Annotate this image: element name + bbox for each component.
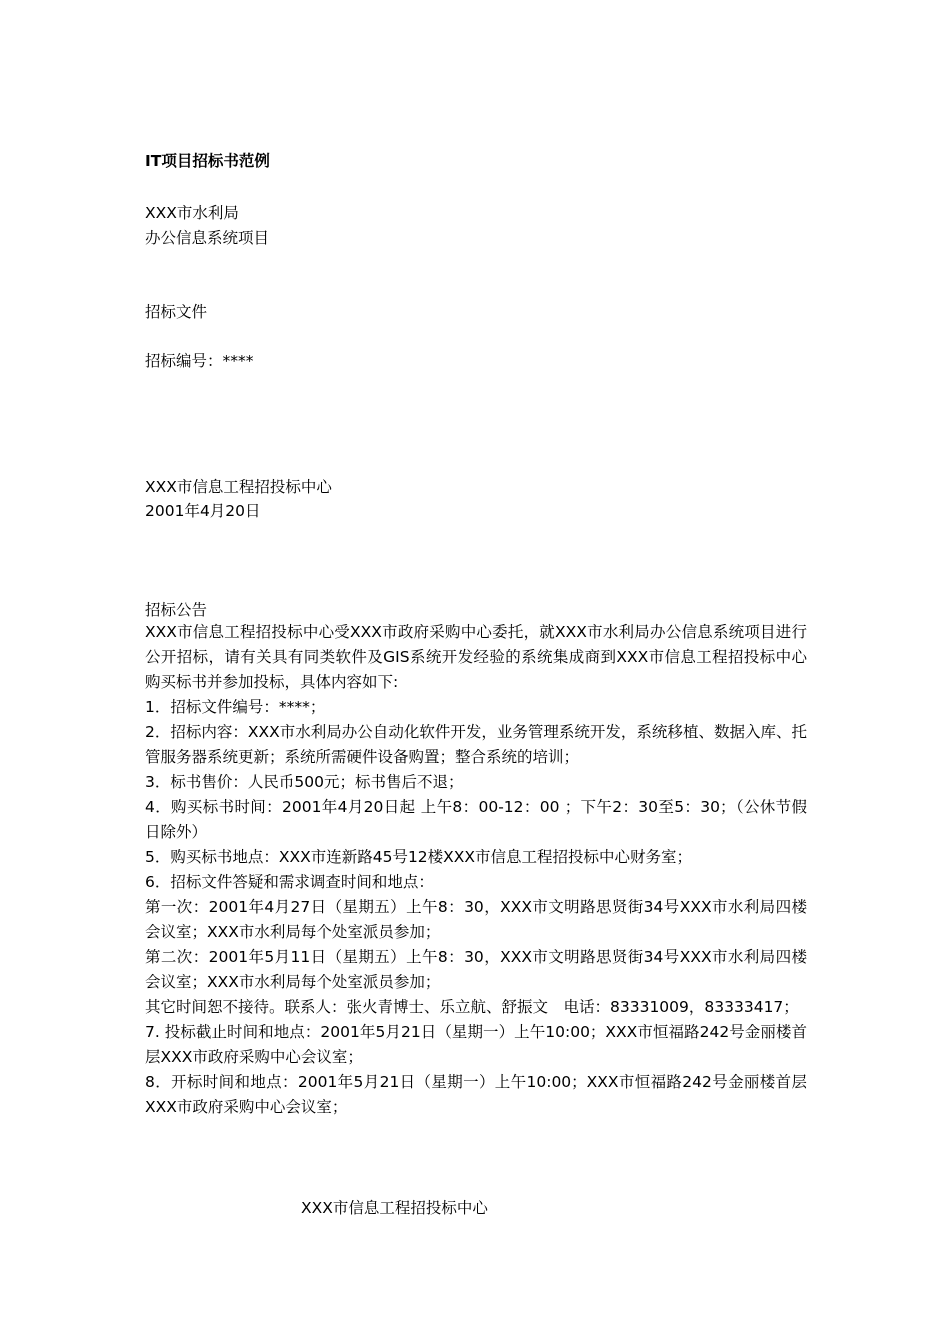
notice-intro: XXX市信息工程招投标中心受XXX市政府采购中心委托，就XXX市水利局办公信息系统项目进行公开招标，请有关具有同类软件及GIS系统开发经验的系统集成商到XXX市信息工程招投标中心购买标书并参加投标，具体内容如下: (145, 623, 807, 691)
notice-item: 8．开标时间和地点：2001年5月21日（星期一）上午10:00；XXX市恒福路242号金丽楼首层XXX市政府采购中心会议室； (145, 1073, 807, 1116)
notice-item: 3．标书售价：人民币500元；标书售后不退； (145, 773, 464, 791)
signature: XXX市信息工程招投标中心 (301, 1199, 488, 1217)
issuer-name: XXX市信息工程招投标中心 (145, 478, 332, 496)
document-type: 招标文件 (145, 303, 208, 321)
notice-item: 第一次：2001年4月27日（星期五）上午8：30，XXX市文明路思贤街34号XXX市水利局四楼会议室；XXX市水利局每个处室派员参加； (145, 898, 807, 941)
notice-body (145, 620, 807, 1120)
notice-item: 其它时间恕不接待。联系人：张火青博士、乐立航、舒振文 电话：83331009，83333417； (145, 998, 799, 1016)
organization-name: XXX市水利局 (145, 204, 239, 222)
notice-item: 6．招标文件答疑和需求调查时间和地点： (145, 873, 434, 891)
issue-date: 2001年4月20日 (145, 502, 261, 520)
notice-item: 2．招标内容：XXX市水利局办公自动化软件开发，业务管理系统开发，系统移植、数据入库、托管服务器系统更新；系统所需硬件设备购置；整合系统的培训； (145, 723, 807, 766)
project-name: 办公信息系统项目 (145, 229, 270, 247)
bid-number: 招标编号：**** (145, 352, 254, 370)
notice-item: 1．招标文件编号：****； (145, 698, 326, 716)
notice-item: 4．购买标书时间：2001年4月20日起 上午8：00-12：00 ；下午2：30至5：30；（公休节假日除外） (145, 798, 807, 841)
notice-heading: 招标公告 (145, 601, 208, 619)
notice-item: 5．购买标书地点：XXX市连新路45号12楼XXX市信息工程招投标中心财务室； (145, 848, 693, 866)
notice-item: 第二次：2001年5月11日（星期五）上午8：30，XXX市文明路思贤街34号XXX市水利局四楼会议室；XXX市水利局每个处室派员参加； (145, 948, 807, 991)
document-title: IT项目招标书范例 (145, 152, 270, 170)
notice-item: 7. 投标截止时间和地点：2001年5月21日（星期一）上午10:00；XXX市恒福路242号金丽楼首层XXX市政府采购中心会议室； (145, 1023, 807, 1066)
